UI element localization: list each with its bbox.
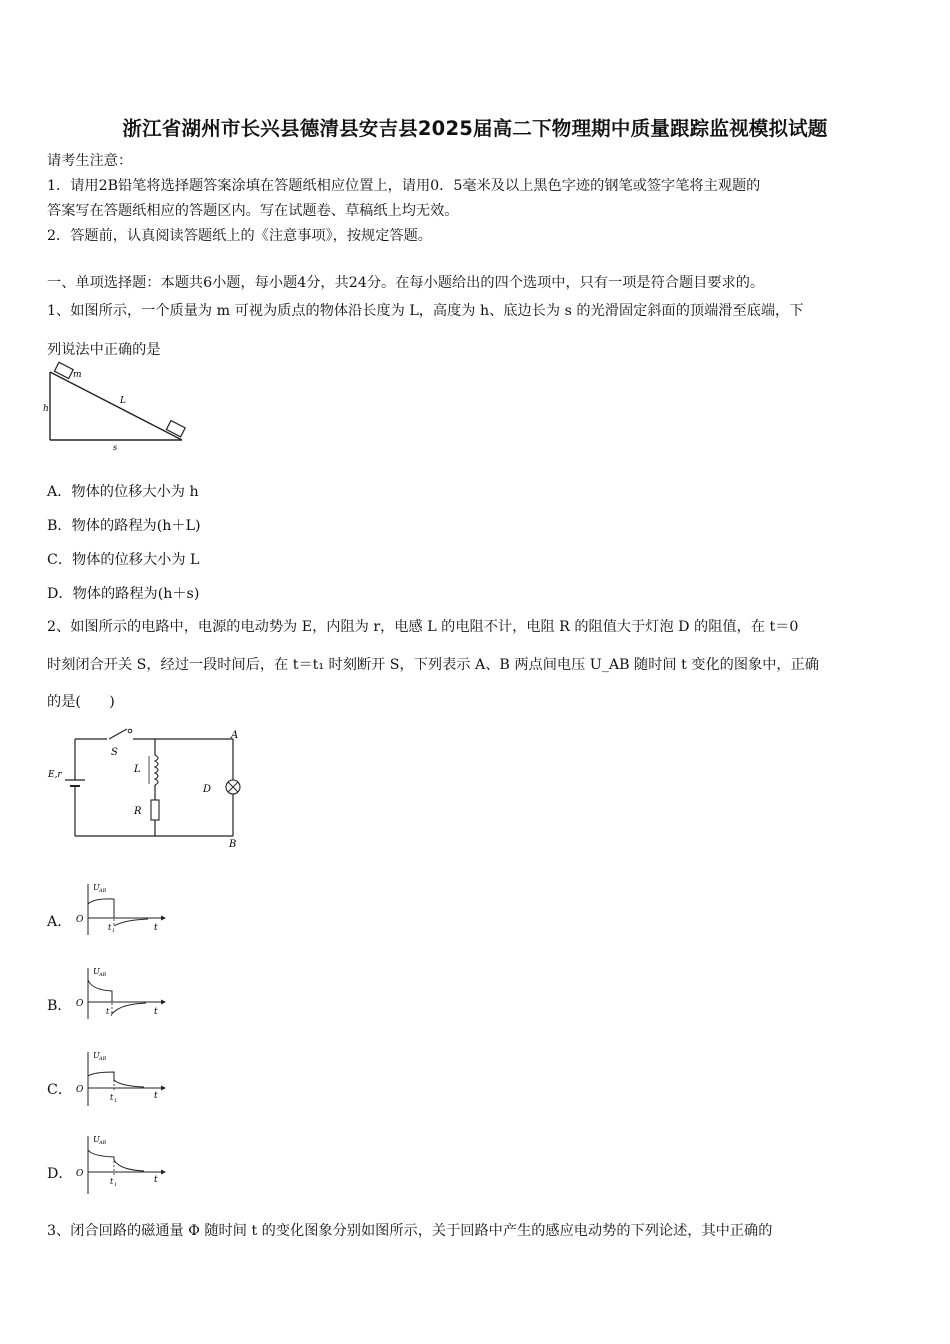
t1-sub: 1 (112, 928, 116, 934)
q1-stem-line-2: 列说法中正确的是 (47, 342, 161, 358)
t1-sub: 1 (110, 1012, 114, 1018)
notice-heading: 请考生注意： (47, 153, 133, 169)
t1-label: t (106, 1007, 110, 1016)
y-axis-label: U (93, 967, 100, 976)
page-title: 浙江省湖州市长兴县德清县安吉县2025届高二下物理期中质量跟踪监视模拟试题 (122, 117, 828, 140)
q1-stem-line-1: 1、如图所示，一个质量为 m 可视为质点的物体沿长度为 L，高度为 h、底边长为 s 的光滑固定斜面的顶端滑至底端，下 (47, 303, 804, 319)
t-axis-label: t (154, 1007, 158, 1017)
y-axis-label: U (93, 1135, 100, 1144)
q2-graph-b[interactable] (72, 964, 167, 1026)
y-axis-sub: AB (99, 1056, 107, 1062)
q1-option-d[interactable]: D．物体的路程为(h＋s) (47, 586, 200, 602)
origin-label: O (76, 999, 84, 1009)
q2-option-d-label[interactable]: D． (47, 1166, 73, 1182)
point-b-label: B (229, 839, 237, 850)
q2-graph-d[interactable] (72, 1132, 167, 1194)
point-a-label: A (231, 730, 239, 741)
notice-line-2: 2．答题前，认真阅读答题纸上的《注意事项》，按规定答题。 (47, 228, 432, 244)
q1-option-b[interactable]: B．物体的路程为(h＋L) (47, 518, 201, 534)
t1-label: t (110, 1177, 114, 1186)
t-axis-label: t (154, 1175, 158, 1185)
q2-option-b-label[interactable]: B． (47, 998, 72, 1014)
q2-option-a-label[interactable]: A． (47, 914, 72, 930)
q2-option-c-label[interactable]: C． (47, 1082, 73, 1098)
y-axis-sub: AB (99, 888, 107, 894)
inductor-label: L (134, 764, 141, 775)
q2-stem-line-3: 的是( ) (47, 694, 115, 710)
t-axis-label: t (154, 1091, 158, 1101)
q1-option-c[interactable]: C．物体的位移大小为 L (47, 552, 200, 568)
q3-stem-line-1: 3、闭合回路的磁通量 Φ 随时间 t 的变化图象分别如图所示，关于回路中产生的感应电动势的下列论述，其中正确的 (47, 1223, 773, 1239)
y-axis-sub: AB (99, 1140, 107, 1146)
resistor-label: R (134, 806, 142, 817)
height-label: h (43, 404, 49, 414)
notice-line-1b: 答案写在答题纸相应的答题区内。写在试题卷、草稿纸上均无效。 (47, 203, 459, 219)
q2-stem-line-2: 时刻闭合开关 S，经过一段时间后，在 t＝t₁ 时刻断开 S，下列表示 A、B 两点间电压 U_AB 随时间 t 变化的图象中，正确 (47, 657, 819, 673)
t1-sub: 1 (114, 1098, 118, 1104)
t1-label: t (108, 923, 112, 932)
t-axis-label: t (154, 923, 158, 933)
q1-option-a[interactable]: A．物体的位移大小为 h (47, 484, 199, 500)
mass-label: m (73, 370, 82, 380)
origin-label: O (76, 915, 84, 925)
length-label: L (120, 396, 126, 406)
q2-circuit-figure (45, 725, 245, 850)
origin-label: O (76, 1169, 84, 1179)
switch-label: S (111, 747, 118, 758)
lamp-label: D (203, 784, 212, 795)
q2-graph-c[interactable] (72, 1048, 167, 1110)
q2-graph-a[interactable] (72, 880, 167, 942)
y-axis-sub: AB (99, 972, 107, 978)
battery-label: E,r (48, 770, 62, 780)
t1-label: t (110, 1093, 114, 1102)
q1-incline-figure (40, 362, 190, 454)
base-label: s (113, 443, 118, 452)
y-axis-label: U (93, 883, 100, 892)
section-heading: 一、单项选择题：本题共6小题，每小题4分，共24分。在每小题给出的四个选项中，只有一项是符合题目要求的。 (47, 275, 765, 291)
origin-label: O (76, 1085, 84, 1095)
q2-stem-line-1: 2、如图所示的电路中，电源的电动势为 E，内阻为 r，电感 L 的电阻不计，电阻 R 的阻值大于灯泡 D 的阻值，在 t＝0 (47, 619, 799, 635)
t1-sub: 1 (114, 1182, 118, 1188)
notice-line-1: 1．请用2B铅笔将选择题答案涂填在答题纸相应位置上，请用0．5毫米及以上黑色字迹的钢笔或签字笔将主观题的 (47, 178, 761, 194)
y-axis-label: U (93, 1051, 100, 1060)
